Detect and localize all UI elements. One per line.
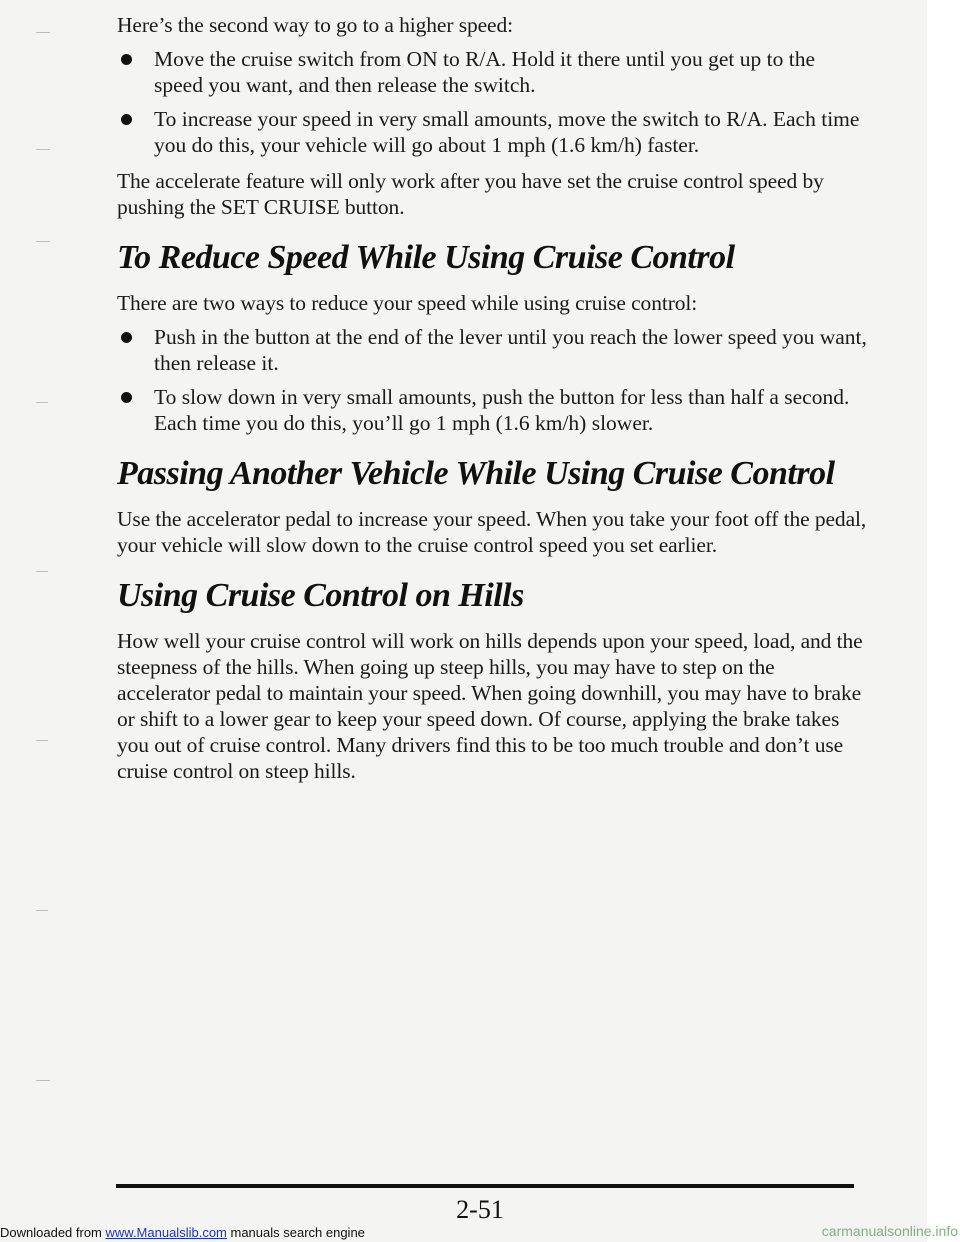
intro-paragraph: Here’s the second way to go to a higher speed:: [117, 13, 514, 37]
higher-speed-list: [117, 46, 867, 158]
reduce-speed-list: [117, 324, 867, 436]
scan-margin-mark: [36, 571, 48, 572]
reduce-speed-heading: To Reduce Speed While Using Cruise Control: [117, 239, 735, 276]
scan-margin-mark: [36, 1080, 50, 1081]
scan-margin-mark: [36, 149, 50, 150]
footer-prefix: Downloaded from: [0, 1225, 106, 1240]
scan-margin-mark: [36, 910, 48, 911]
list-item-text: Move the cruise switch from ON to R/A. Hold it there until you get up to the speed you want, and then release the switch.: [154, 47, 816, 97]
download-footer: [0, 1225, 365, 1240]
manualslib-link[interactable]: www.Manualslib.com: [105, 1225, 227, 1240]
bullet-icon: [121, 54, 132, 65]
scan-margin-mark: [36, 241, 50, 242]
scan-margin-mark: [36, 32, 50, 33]
passing-heading: Passing Another Vehicle While Using Cruise Control: [117, 455, 835, 492]
footer-rule: [116, 1184, 854, 1188]
scan-margin-mark: [36, 402, 48, 403]
bullet-icon: [121, 332, 132, 343]
page-content: [117, 12, 867, 796]
bullet-icon: [121, 114, 132, 125]
footer-suffix: manuals search engine: [226, 1225, 365, 1240]
accelerate-note: The accelerate feature will only work after you have set the cruise control speed by pushing the SET CRUISE button.: [117, 169, 824, 219]
list-item-text: To slow down in very small amounts, push the button for less than half a second. Each time you do this, you’ll go 1 mph (1.6 km/h) slower.: [154, 385, 850, 435]
watermark-text: carmanualsonline.info: [821, 1223, 958, 1239]
reduce-speed-intro: There are two ways to reduce your speed while using cruise control:: [117, 291, 698, 315]
page-number: 2-51: [456, 1195, 504, 1224]
list-item-text: To increase your speed in very small amounts, move the switch to R/A. Each time you do this, your vehicle will go about 1 mph (1.6 km/h) faster.: [154, 107, 860, 157]
hills-heading: Using Cruise Control on Hills: [117, 577, 524, 614]
scan-margin-mark: [36, 740, 48, 741]
bullet-icon: [121, 392, 132, 403]
list-item: [117, 46, 867, 98]
list-item-text: Push in the button at the end of the lever until you reach the lower speed you want, then release it.: [154, 325, 867, 375]
list-item: [117, 106, 867, 158]
list-item: [117, 324, 867, 376]
passing-paragraph: Use the accelerator pedal to increase your speed. When you take your foot off the pedal, your vehicle will slow down to the cruise control speed you set earlier.: [117, 507, 867, 557]
list-item: [117, 384, 867, 436]
hills-paragraph: How well your cruise control will work on hills depends upon your speed, load, and the steepness of the hills. When going up steep hills, you may have to step on the accelerator pedal to maintain your speed. When going downhill, you may have to brake or shift to a lower gear to keep your speed down. Of course, applying the brake takes you out of cruise control. Many drivers find this to be too much trouble and don’t use cruise control on steep hills.: [117, 629, 863, 783]
